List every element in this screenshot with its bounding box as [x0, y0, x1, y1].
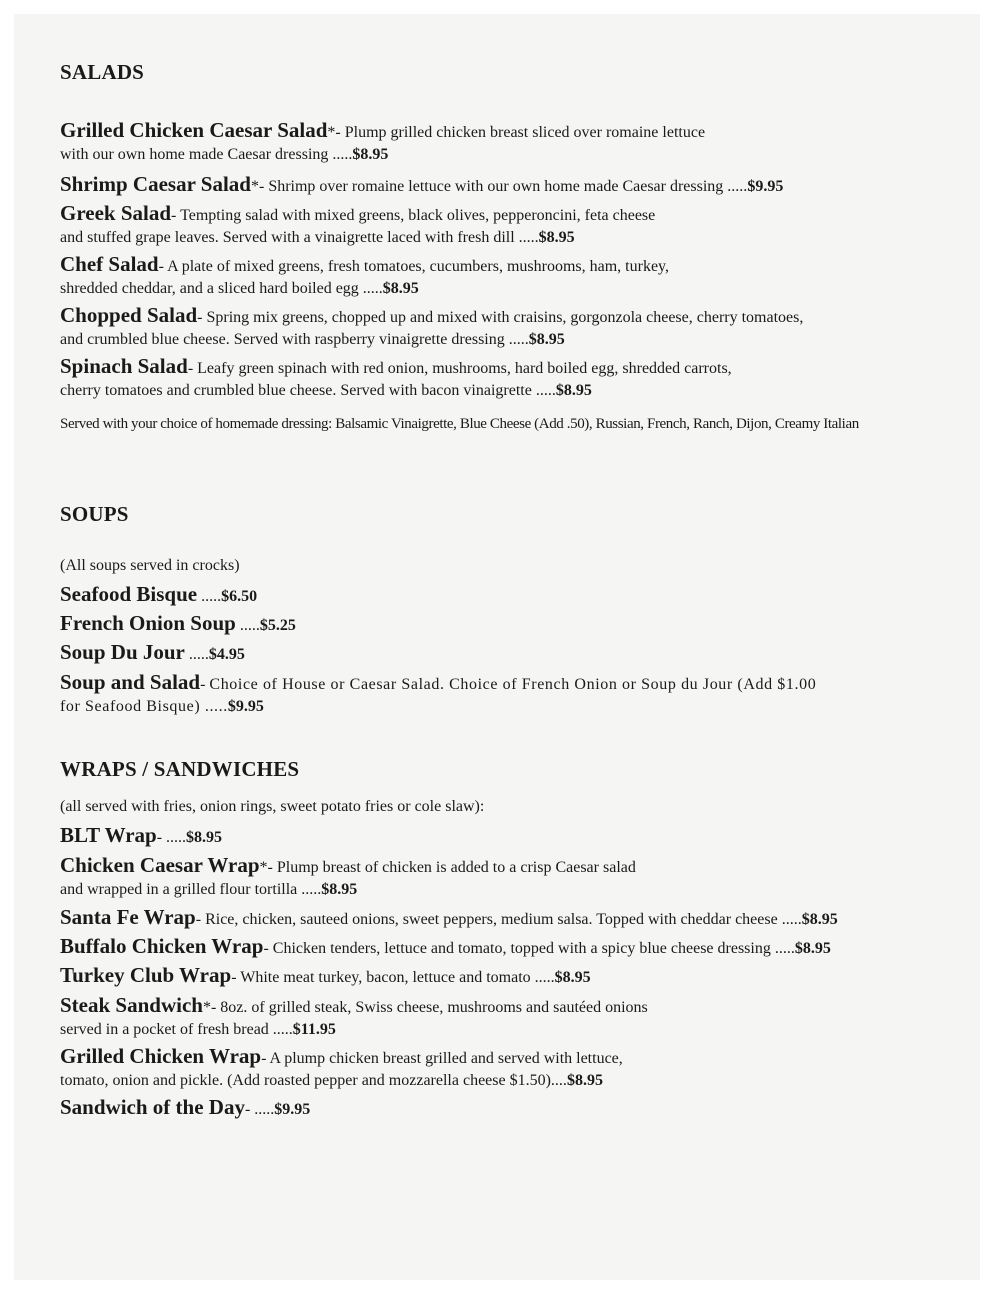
item-name: Grilled Chicken Wrap — [60, 1044, 262, 1068]
menu-item: Grilled Chicken Caesar Salad*- Plump grilled chicken breast sliced over romaine lettuce with our own home made Caesar dressing .....$8.95 — [60, 118, 706, 163]
item-price: $8.95 — [555, 382, 592, 399]
section-heading: SOUPS — [60, 502, 129, 526]
item-name: Chicken Caesar Wrap — [60, 853, 260, 877]
item-description: and wrapped in a grilled flour tortilla ..... — [60, 881, 322, 898]
menu-item: Chef Salad- A plate of mixed greens, fresh tomatoes, cucumbers, mushrooms, ham, turkey, shredded cheddar, and a sliced hard boiled egg .....$8.95 — [60, 252, 670, 297]
menu-item: Seafood Bisque .....$6.50 — [60, 582, 258, 606]
item-description: A plump chicken breast grilled and served with lettuce, — [269, 1050, 623, 1067]
menu-item: Santa Fe Wrap- Rice, chicken, sauteed onions, sweet peppers, medium salsa. Topped with cheddar cheese .....$8.95 — [60, 905, 838, 929]
item-price: $11.95 — [292, 1021, 336, 1038]
item-price: $8.95 — [186, 829, 223, 846]
menu-item: Buffalo Chicken Wrap- Chicken tenders, lettuce and tomato, topped with a spicy blue cheese dressing .....$8.95 — [60, 934, 831, 958]
item-name: Buffalo Chicken Wrap — [60, 934, 264, 958]
item-description: tomato, onion and pickle. (Add roasted pepper and mozzarella cheese $1.50).... — [60, 1072, 567, 1089]
item-name: Chef Salad — [60, 252, 159, 276]
item-description: and stuffed grape leaves. Served with a vinaigrette laced with fresh dill ..... — [60, 229, 539, 246]
menu-item: Spinach Salad- Leafy green spinach with red onion, mushrooms, hard boiled egg, shredded carrots, cherry tomatoes and crumbled blue cheese. Served with bacon vinaigrette .....$8.95 — [60, 354, 732, 399]
item-name: Sandwich of the Day — [60, 1095, 245, 1119]
item-description: Tempting salad with mixed greens, black olives, pepperoncini, feta cheese — [180, 207, 656, 224]
item-name: Soup and Salad — [60, 670, 201, 694]
item-price: $8.95 — [566, 1072, 603, 1089]
menu-item: Soup and Salad- Choice of House or Caesar Salad. Choice of French Onion or Soup du Jour (Add $1.00 for Seafood Bisque) .....$9.95 — [60, 670, 817, 715]
item-description: Leafy green spinach with red onion, mushrooms, hard boiled egg, shredded carrots, — [197, 360, 732, 377]
menu-item: Sandwich of the Day- .....$9.95 — [60, 1095, 311, 1119]
item-name: Spinach Salad — [60, 354, 188, 378]
item-name: Shrimp Caesar Salad — [60, 172, 251, 196]
menu-item: Steak Sandwich*- 8oz. of grilled steak, Swiss cheese, mushrooms and sautéed onions served in a pocket of fresh bread .....$11.95 — [60, 993, 648, 1038]
menu-item: Chopped Salad- Spring mix greens, chopped up and mixed with craisins, gorgonzola cheese, cherry tomatoes, and crumbled blue cheese. Served with raspberry vinaigrette dressing .....$8.95 — [60, 303, 804, 348]
item-name: Santa Fe Wrap — [60, 905, 196, 929]
item-description: with our own home made Caesar dressing ..... — [60, 146, 353, 163]
item-description: Shrimp over romaine lettuce with our own home made Caesar dressing ..... — [268, 178, 748, 195]
menu-item: Grilled Chicken Wrap- A plump chicken breast grilled and served with lettuce, tomato, onion and pickle. (Add roasted pepper and mozzarella cheese $1.50)....$8.95 — [60, 1044, 623, 1089]
item-price: $6.50 — [221, 588, 258, 605]
item-name: Soup Du Jour — [60, 640, 185, 664]
section-heading: SALADS — [60, 60, 145, 84]
item-price: $8.95 — [382, 280, 419, 297]
item-name: Greek Salad — [60, 201, 172, 225]
item-description: cherry tomatoes and crumbled blue cheese. Served with bacon vinaigrette ..... — [60, 382, 556, 399]
item-price: $8.95 — [801, 911, 838, 928]
item-name: French Onion Soup — [60, 611, 236, 635]
item-name: Turkey Club Wrap — [60, 963, 232, 987]
item-price: $8.95 — [538, 229, 575, 246]
item-price: $8.95 — [528, 331, 565, 348]
item-description: served in a pocket of fresh bread ..... — [60, 1021, 293, 1038]
item-price: $8.95 — [794, 940, 831, 957]
item-name: Seafood Bisque — [60, 582, 198, 606]
wraps-section — [60, 757, 940, 782]
item-price: $8.95 — [352, 146, 389, 163]
soups-note: (All soups served in crocks) — [60, 557, 240, 574]
menu-item: French Onion Soup .....$5.25 — [60, 611, 296, 635]
item-description: and crumbled blue cheese. Served with raspberry vinaigrette dressing ..... — [60, 331, 529, 348]
item-description: White meat turkey, bacon, lettuce and tomato ..... — [240, 969, 555, 986]
dressing-note: Served with your choice of homemade dressing: Balsamic Vinaigrette, Blue Cheese (Add .50), Russian, French, Ranch, Dijon, Creamy Italian — [60, 416, 859, 432]
item-description: Plump grilled chicken breast sliced over romaine lettuce — [344, 124, 706, 141]
item-price: $9.95 — [274, 1101, 311, 1118]
item-description: Chicken tenders, lettuce and tomato, topped with a spicy blue cheese dressing ..... — [272, 940, 795, 957]
item-name: Steak Sandwich — [60, 993, 203, 1017]
item-description: for Seafood Bisque) ..... — [60, 698, 228, 715]
soups-section — [60, 502, 940, 527]
menu-item: Turkey Club Wrap- White meat turkey, bacon, lettuce and tomato .....$8.95 — [60, 963, 591, 987]
menu-item: Soup Du Jour .....$4.95 — [60, 640, 245, 664]
item-name: BLT Wrap — [60, 823, 157, 847]
item-price: $5.25 — [259, 617, 296, 634]
item-description: A plate of mixed greens, fresh tomatoes, cucumbers, mushrooms, ham, turkey, — [167, 258, 670, 275]
section-heading: WRAPS / SANDWICHES — [60, 757, 300, 781]
item-description: Choice of House or Caesar Salad. Choice of French Onion or Soup du Jour (Add $1.00 — [209, 676, 817, 693]
item-price: $8.95 — [321, 881, 358, 898]
menu-item: Shrimp Caesar Salad*- Shrimp over romaine lettuce with our own home made Caesar dressing .....$9.95 — [60, 172, 784, 196]
item-name: Grilled Chicken Caesar Salad — [60, 118, 328, 142]
item-name: Chopped Salad — [60, 303, 198, 327]
item-price: $9.95 — [227, 698, 264, 715]
item-price: $9.95 — [747, 178, 784, 195]
menu-item: Greek Salad- Tempting salad with mixed greens, black olives, pepperoncini, feta cheese and stuffed grape leaves. Served with a vinaigrette laced with fresh dill .....$8.95 — [60, 201, 656, 246]
menu-item: Chicken Caesar Wrap*- Plump breast of chicken is added to a crisp Caesar salad and wrapped in a grilled flour tortilla .....$8.95 — [60, 853, 636, 898]
item-description: Plump breast of chicken is added to a crisp Caesar salad — [276, 859, 636, 876]
menu-item: BLT Wrap- .....$8.95 — [60, 823, 223, 847]
item-description: Rice, chicken, sauteed onions, sweet peppers, medium salsa. Topped with cheddar cheese ..... — [205, 911, 802, 928]
item-description: Spring mix greens, chopped up and mixed with craisins, gorgonzola cheese, cherry tomatoes, — [206, 309, 804, 326]
wraps-note: (all served with fries, onion rings, sweet potato fries or cole slaw): — [60, 798, 485, 815]
item-description: shredded cheddar, and a sliced hard boiled egg ..... — [60, 280, 383, 297]
item-price: $8.95 — [554, 969, 591, 986]
item-description: 8oz. of grilled steak, Swiss cheese, mushrooms and sautéed onions — [220, 999, 648, 1016]
item-price: $4.95 — [208, 646, 245, 663]
salads-section — [60, 60, 940, 85]
